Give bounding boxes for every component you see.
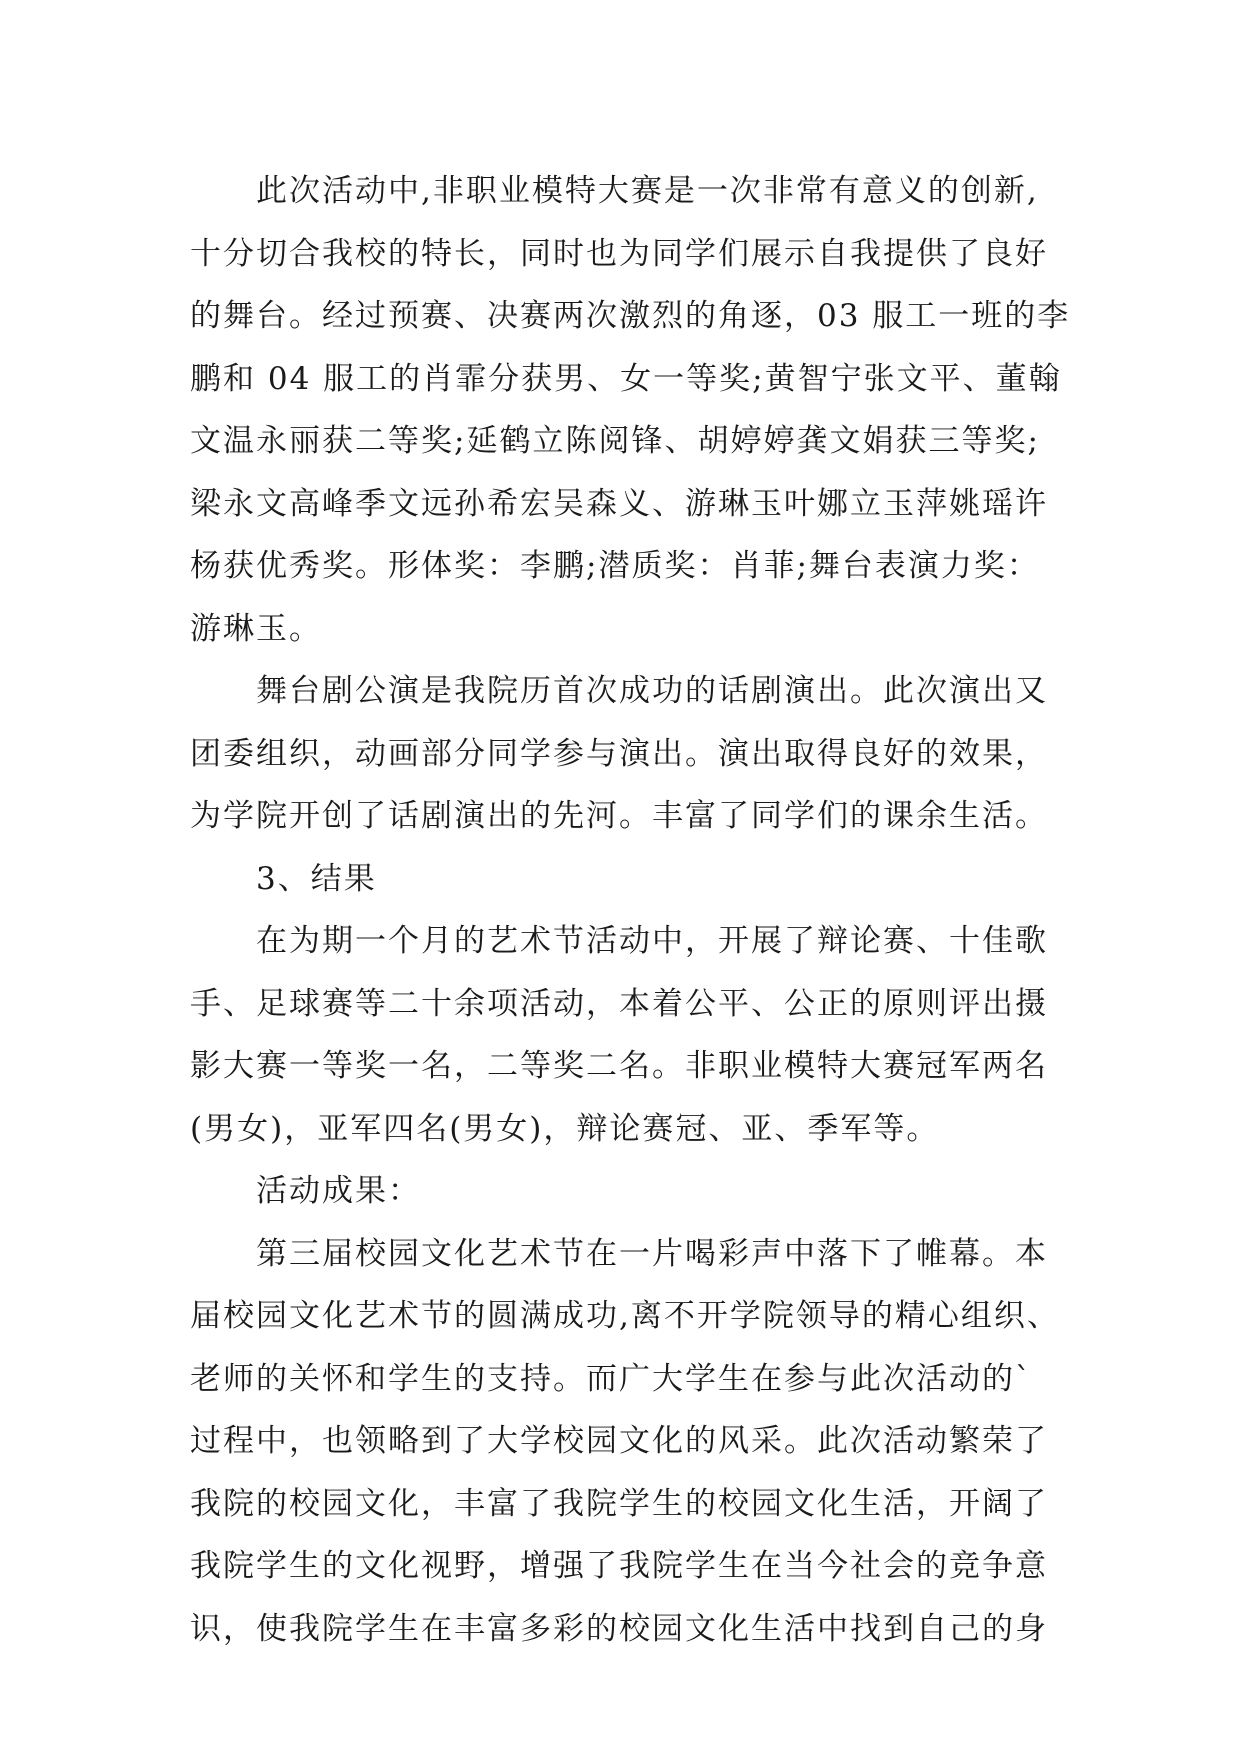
text-line: 梁永文高峰季文远孙希宏吴森义、游琳玉叶娜立玉萍姚瑶许	[190, 485, 1048, 522]
text-line: 十分切合我校的特长，同时也为同学们展示自我提供了良好	[190, 235, 1048, 272]
text-line: 届校园文化艺术节的圆满成功,离不开学院领导的精心组织、	[190, 1298, 1060, 1334]
body-text	[190, 160, 1090, 1660]
text-line: (男女)，亚军四名(男女)，辩论赛冠、亚、季军等。	[190, 1110, 940, 1147]
text-line: 的舞台。经过预赛、决赛两次激烈的角逐，03 服工一班的李	[190, 298, 1071, 334]
text-line: 团委组织，动画部分同学参与演出。演出取得良好的效果，	[190, 735, 1048, 772]
text-line: 识，使我院学生在丰富多彩的校园文化生活中找到自己的身	[190, 1610, 1048, 1647]
text-line: 第三届校园文化艺术节在一片喝彩声中落下了帷幕。本	[190, 1235, 1048, 1272]
text-line: 杨获优秀奖。形体奖：李鹏;潜质奖：肖菲;舞台表演力奖：	[190, 548, 1040, 584]
text-line: 手、足球赛等二十余项活动，本着公平、公正的原则评出摄	[190, 985, 1048, 1022]
text-line: 鹏和 04 服工的肖霏分获男、女一等奖;黄智宁张文平、董翰	[190, 360, 1062, 397]
text-line: 我院学生的文化视野，增强了我院学生在当今社会的竞争意	[190, 1548, 1048, 1584]
text-line: 文温永丽获二等奖;延鹤立陈阅锋、胡婷婷龚文娟获三等奖;	[190, 423, 1040, 459]
text-line: 过程中，也领略到了大学校园文化的风采。此次活动繁荣了	[190, 1423, 1048, 1459]
text-line: 在为期一个月的艺术节活动中，开展了辩论赛、十佳歌	[190, 923, 1048, 959]
text-line: 为学院开创了话剧演出的先河。丰富了同学们的课余生活。	[190, 798, 1048, 834]
text-line: 此次活动中,非职业模特大赛是一次非常有意义的创新,	[190, 173, 1039, 209]
section-heading: 活动成果：	[190, 1173, 421, 1209]
text-line: 影大赛一等奖一名，二等奖二名。非职业模特大赛冠军两名	[190, 1048, 1048, 1084]
text-line: 舞台剧公演是我院历首次成功的话剧演出。此次演出又	[190, 673, 1048, 709]
text-line: 游琳玉。	[190, 610, 322, 647]
text-line: 老师的关怀和学生的支持。而广大学生在参与此次活动的`	[190, 1360, 1033, 1397]
section-heading: 3、结果	[190, 860, 377, 897]
text-line: 我院的校园文化，丰富了我院学生的校园文化生活，开阔了	[190, 1485, 1048, 1522]
